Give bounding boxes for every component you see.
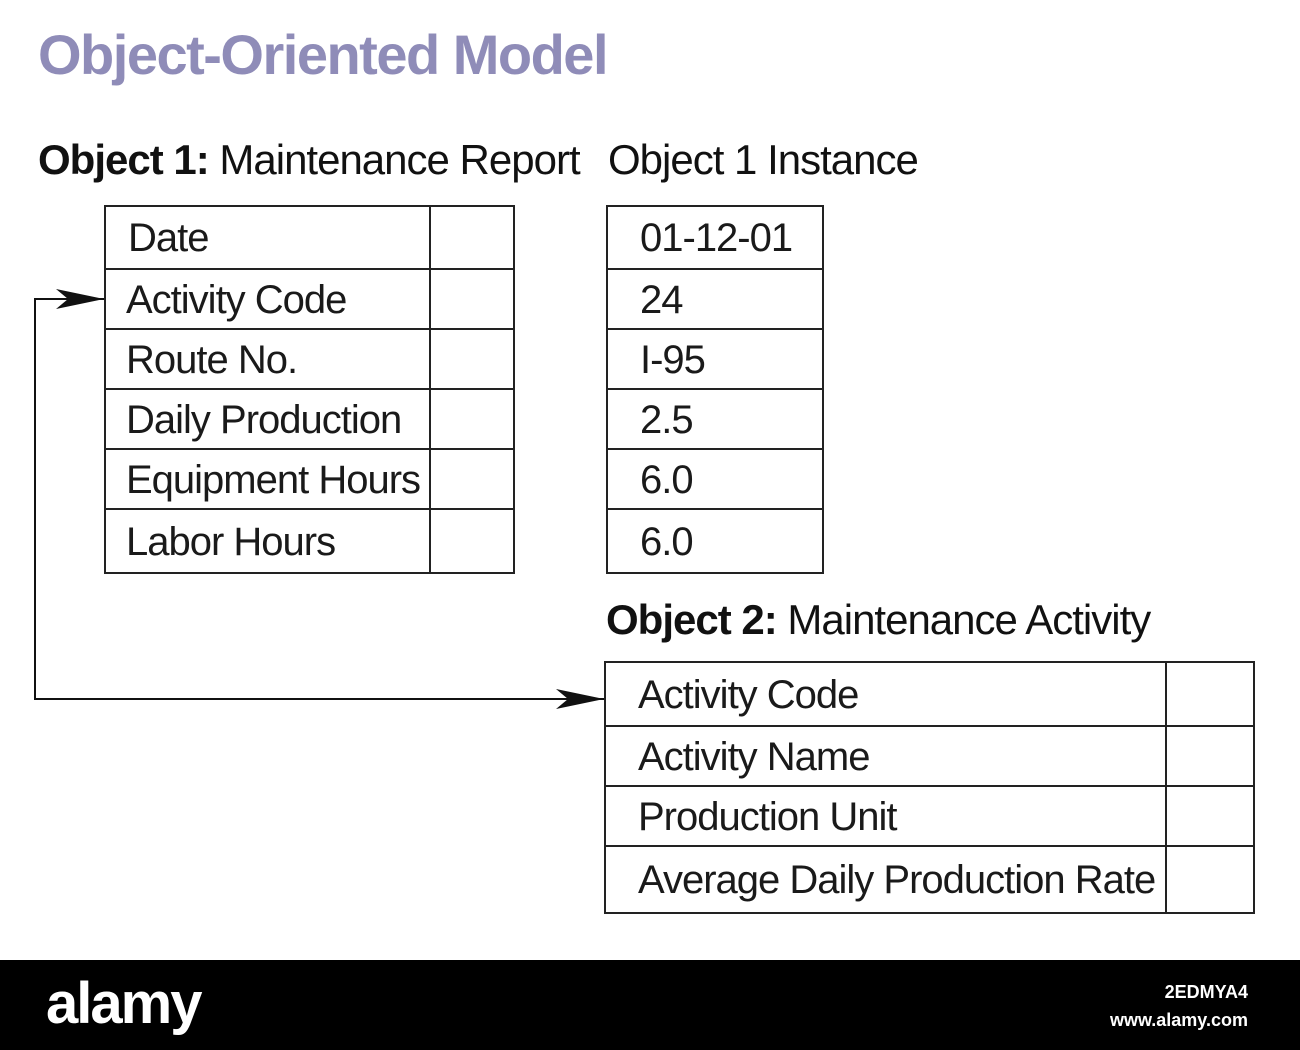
instance-value: I-95 [640,337,705,382]
object2-field: Activity Name [638,734,870,779]
object2-heading-name: Maintenance Activity [776,596,1151,643]
object2-field: Production Unit [638,794,897,839]
instance-heading: Object 1 Instance [608,136,918,183]
object2-field: Activity Code [638,672,859,717]
watermark-bar [0,960,1300,1050]
instance-value: 2.5 [640,397,693,442]
watermark-site: www.alamy.com [1109,1010,1248,1030]
connector-line [35,299,604,699]
instance-value: 6.0 [640,519,693,564]
watermark-image-id: 2EDMYA4 [1164,982,1248,1002]
object1-field: Labor Hours [126,519,336,564]
watermark-logo: alamy [46,971,201,1036]
instance-value: 6.0 [640,457,693,502]
object1-heading-bold: Object 1: [38,136,209,183]
instance-value: 01-12-01 [640,216,793,260]
object1-heading-name: Maintenance Report [208,136,580,183]
object2-field: Average Daily Production Rate [638,858,1156,902]
object1-field: Date [128,216,209,260]
object2-heading-bold: Object 2: [606,596,777,643]
object1-field: Daily Production [126,397,402,442]
object1-field: Equipment Hours [126,457,421,502]
object1-field: Route No. [126,337,298,382]
diagram-title: Object-Oriented Model [38,23,607,86]
instance-value: 24 [640,277,683,322]
object1-field: Activity Code [126,277,347,322]
